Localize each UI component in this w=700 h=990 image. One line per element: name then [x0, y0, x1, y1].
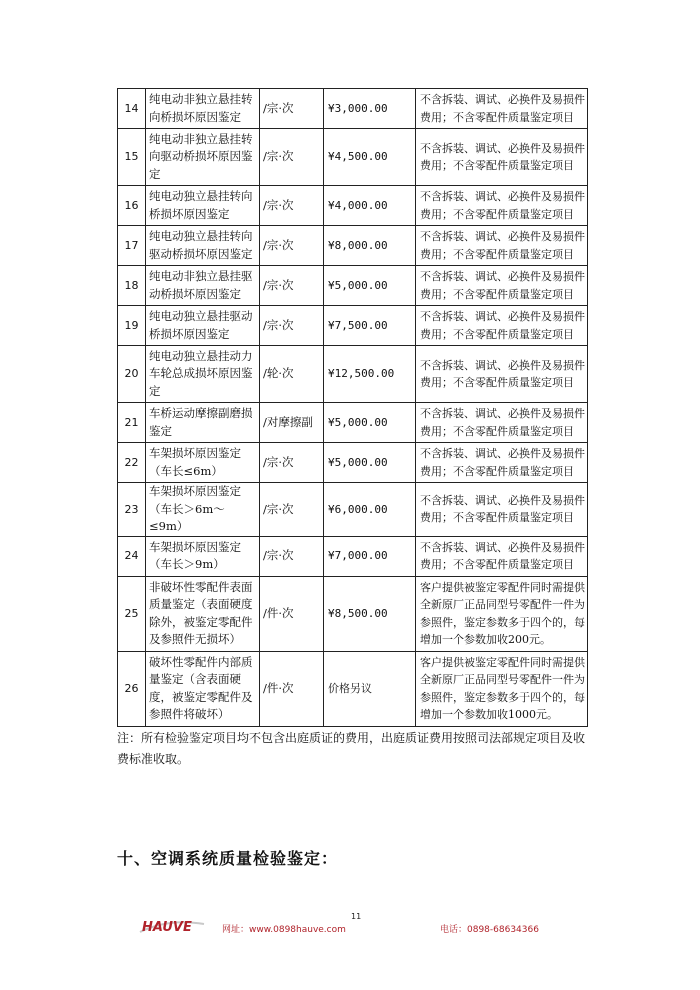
item-unit: /宗·次 [260, 129, 324, 186]
row-number: 17 [118, 226, 146, 266]
svg-text:HAUVE: HAUVE [142, 920, 192, 935]
table-row [118, 536, 588, 576]
item-name: 车架损坏原因鉴定（车长＞9m） [146, 536, 260, 576]
item-unit: /轮·次 [260, 346, 324, 403]
item-price: ¥7,000.00 [324, 536, 416, 576]
item-remark: 不含拆装、调试、必换件及易损件费用；不含零配件质量鉴定项目 [416, 403, 588, 443]
item-name: 纯电动独立悬挂动力车轮总成损坏原因鉴定 [146, 346, 260, 403]
row-number: 14 [118, 89, 146, 129]
row-number: 23 [118, 483, 146, 537]
item-remark: 不含拆装、调试、必换件及易损件费用；不含零配件质量鉴定项目 [416, 536, 588, 576]
item-remark: 不含拆装、调试、必换件及易损件费用；不含零配件质量鉴定项目 [416, 443, 588, 483]
item-name: 车架损坏原因鉴定（车长＞6m～≤9m） [146, 483, 260, 537]
item-unit: /宗·次 [260, 186, 324, 226]
company-logo [138, 914, 206, 938]
item-unit: /宗·次 [260, 306, 324, 346]
item-name: 纯电动非独立悬挂转向桥损坏原因鉴定 [146, 89, 260, 129]
row-number: 25 [118, 576, 146, 651]
item-unit: /宗·次 [260, 443, 324, 483]
item-price: ¥8,500.00 [324, 576, 416, 651]
row-number: 21 [118, 403, 146, 443]
item-remark: 不含拆装、调试、必换件及易损件费用；不含零配件质量鉴定项目 [416, 346, 588, 403]
item-price: 价格另议 [324, 651, 416, 726]
item-remark: 不含拆装、调试、必换件及易损件费用；不含零配件质量鉴定项目 [416, 266, 588, 306]
row-number: 26 [118, 651, 146, 726]
fee-table-body [118, 89, 588, 727]
item-price: ¥5,000.00 [324, 443, 416, 483]
table-row [118, 129, 588, 186]
item-unit: /宗·次 [260, 266, 324, 306]
row-number: 15 [118, 129, 146, 186]
item-name: 纯电动独立悬挂转向桥损坏原因鉴定 [146, 186, 260, 226]
footer-phone: 电话：0898-68634366 [440, 925, 539, 935]
item-remark: 不含拆装、调试、必换件及易损件费用；不含零配件质量鉴定项目 [416, 306, 588, 346]
item-unit: /对摩擦副 [260, 403, 324, 443]
table-row [118, 483, 588, 537]
item-price: ¥5,000.00 [324, 266, 416, 306]
item-unit: /件·次 [260, 651, 324, 726]
row-number: 24 [118, 536, 146, 576]
item-remark: 不含拆装、调试、必换件及易损件费用；不含零配件质量鉴定项目 [416, 89, 588, 129]
item-price: ¥3,000.00 [324, 89, 416, 129]
row-number: 16 [118, 186, 146, 226]
item-price: ¥6,000.00 [324, 483, 416, 537]
table-row [118, 186, 588, 226]
table-row [118, 266, 588, 306]
item-unit: /宗·次 [260, 226, 324, 266]
table-row [118, 403, 588, 443]
row-number: 19 [118, 306, 146, 346]
row-number: 20 [118, 346, 146, 403]
section-heading: 十、空调系统质量检验鉴定： [117, 849, 339, 868]
item-remark: 客户提供被鉴定零配件同时需提供全新原厂正品同型号零配件一件为参照件，鉴定参数多于四个的，每增加一个参数加收200元。 [416, 576, 588, 651]
item-unit: /宗·次 [260, 483, 324, 537]
table-row [118, 346, 588, 403]
item-unit: /宗·次 [260, 536, 324, 576]
item-name: 破坏性零配件内部质量鉴定（含表面硬度，被鉴定零配件及参照件将破坏） [146, 651, 260, 726]
page-number: 11 [351, 912, 362, 921]
item-price: ¥8,000.00 [324, 226, 416, 266]
item-remark: 不含拆装、调试、必换件及易损件费用；不含零配件质量鉴定项目 [416, 226, 588, 266]
row-number: 22 [118, 443, 146, 483]
item-name: 纯电动独立悬挂驱动桥损坏原因鉴定 [146, 306, 260, 346]
item-remark: 不含拆装、调试、必换件及易损件费用；不含零配件质量鉴定项目 [416, 186, 588, 226]
item-name: 车架损坏原因鉴定（车长≤6m） [146, 443, 260, 483]
item-price: ¥4,000.00 [324, 186, 416, 226]
item-remark: 客户提供被鉴定零配件同时需提供全新原厂正品同型号零配件一件为参照件，鉴定参数多于四个的，每增加一个参数加收1000元。 [416, 651, 588, 726]
item-name: 车桥运动摩擦副磨损鉴定 [146, 403, 260, 443]
item-price: ¥5,000.00 [324, 403, 416, 443]
footnote: 注：所有检验鉴定项目均不包含出庭质证的费用，出庭质证费用按照司法部规定项目及收费标准收取。 [117, 731, 586, 766]
item-remark: 不含拆装、调试、必换件及易损件费用；不含零配件质量鉴定项目 [416, 129, 588, 186]
table-row [118, 651, 588, 726]
item-name: 纯电动非独立悬挂转向驱动桥损坏原因鉴定 [146, 129, 260, 186]
table-row [118, 226, 588, 266]
fee-table [117, 88, 588, 727]
table-row [118, 306, 588, 346]
item-unit: /件·次 [260, 576, 324, 651]
table-row [118, 89, 588, 129]
item-name: 纯电动非独立悬挂驱动桥损坏原因鉴定 [146, 266, 260, 306]
row-number: 18 [118, 266, 146, 306]
item-remark: 不含拆装、调试、必换件及易损件费用；不含零配件质量鉴定项目 [416, 483, 588, 537]
item-name: 非破坏性零配件表面质量鉴定（表面硬度除外，被鉴定零配件及参照件无损坏） [146, 576, 260, 651]
item-unit: /宗·次 [260, 89, 324, 129]
table-row [118, 576, 588, 651]
item-price: ¥7,500.00 [324, 306, 416, 346]
item-price: ¥12,500.00 [324, 346, 416, 403]
item-name: 纯电动独立悬挂转向驱动桥损坏原因鉴定 [146, 226, 260, 266]
footer-website[interactable]: 网址：www.0898hauve.com [222, 925, 346, 935]
item-price: ¥4,500.00 [324, 129, 416, 186]
table-row [118, 443, 588, 483]
